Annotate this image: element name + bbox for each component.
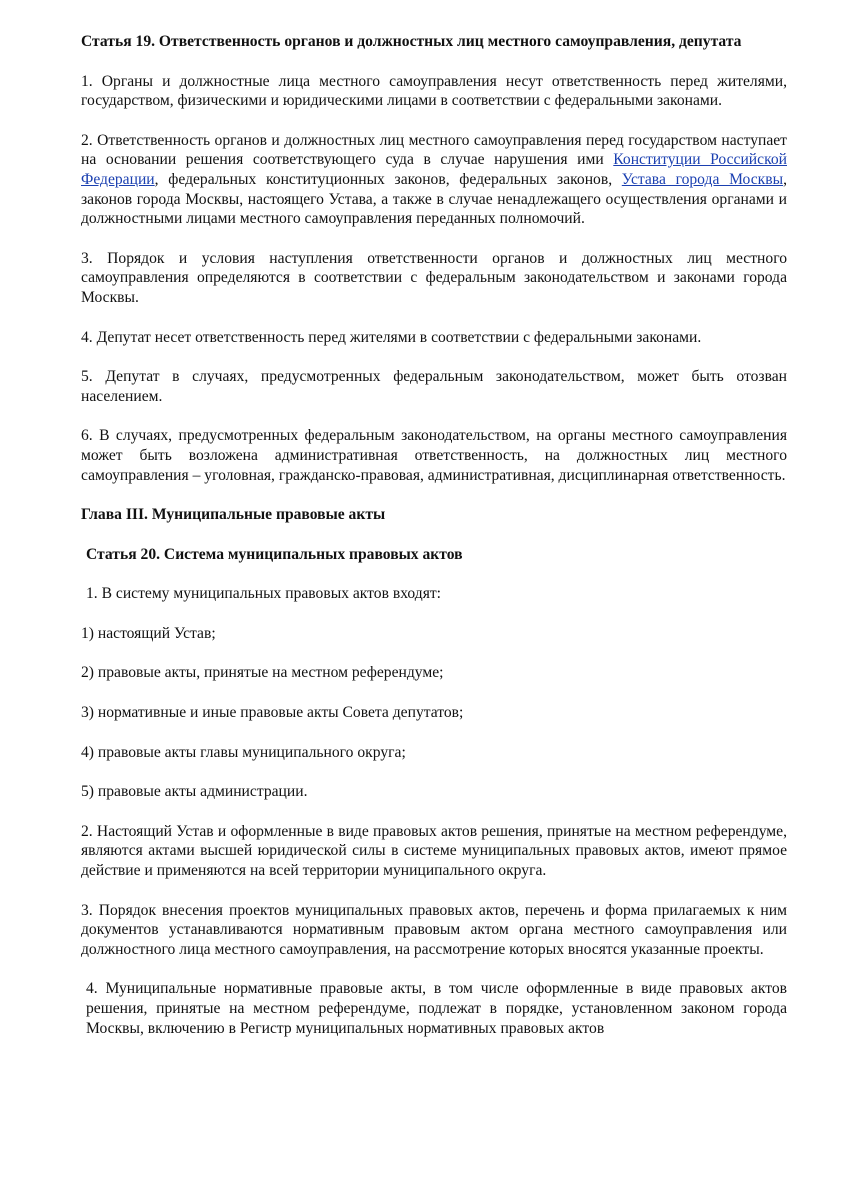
article-20-paragraph-3: 3. Порядок внесения проектов муниципальных правовых актов, перечень и форма прилагаемых к ним документов устанавливаются нормативным правовым актом органа местного самоуправления или должностного лица местного самоуправления, на рассмотрение которых вносятся указанные проекты.	[81, 901, 787, 958]
article-20-paragraph-1: 1. В систему муниципальных правовых актов входят:	[86, 585, 442, 603]
list-item: 3) нормативные и иные правовые акты Совета депутатов;	[81, 704, 464, 722]
list-item: 2) правовые акты, принятые на местном референдуме;	[81, 664, 444, 682]
article-19-paragraph-3: 3. Порядок и условия наступления ответственности органов и должностных лиц местного самоуправления определяются в соответствии с федеральным законодательством и законами города Москвы.	[81, 249, 787, 306]
list-item: 4) правовые акты главы муниципального округа;	[81, 743, 406, 761]
document-page	[81, 32, 787, 1038]
paragraph-text: , федеральных конституционных законов, федеральных законов,	[154, 170, 622, 188]
constitution-link[interactable]: Конституции Российской Федерации	[81, 151, 787, 188]
article-19-paragraph-4: 4. Депутат несет ответственность перед жителями в соответствии с федеральными законами.	[81, 328, 702, 346]
article-19-paragraph-2	[81, 131, 787, 229]
article-19-paragraph-1: 1. Органы и должностные лица местного самоуправления несут ответственность перед жителями, государством, физическими и юридическими лицами в соответствии с федеральными законами.	[81, 72, 787, 110]
article-20-paragraph-4: 4. Муниципальные нормативные правовые акты, в том числе оформленные в виде правовых актов решения, принятые на местном референдуме, подлежат в порядке, установленном законом города Москвы, включению в Регистр муниципальных нормативных правовых актов	[86, 980, 787, 1037]
article-19-title: Статья 19. Ответственность органов и должностных лиц местного самоуправления, депутата	[81, 33, 742, 50]
article-19-paragraph-6: 6. В случаях, предусмотренных федеральным законодательством, на органы местного самоуправления может быть возложена административная ответственность, на должностных лиц местного самоуправления – уголовная, гражданско-правовая, административная, дисциплинарная ответственность.	[81, 427, 787, 484]
list-item: 1) настоящий Устав;	[81, 624, 216, 642]
article-19-paragraph-5: 5. Депутат в случаях, предусмотренных федеральным законодательством, может быть отозван населением.	[81, 368, 787, 405]
article-20-paragraph-2: 2. Настоящий Устав и оформленные в виде правовых актов решения, принятые на местном референдуме, являются актами высшей юридической силы в системе муниципальных правовых актов, имеют прямое действие и применяются на всей территории муниципального округа.	[81, 822, 787, 880]
list-item: 5) правовые акты администрации.	[81, 783, 308, 801]
article-20-title: Статья 20. Система муниципальных правовых актов	[86, 545, 463, 563]
paragraph-text: 2. Ответственность органов и должностных лиц местного самоуправления перед государством наступает на основании решения соответствующего суда в случае нарушения ими	[81, 131, 787, 169]
paragraph-text: , законов города Москвы, настоящего Устава, а также в случае ненадлежащего осуществления органами и должностными лицами местного самоуправления переданных полномочий.	[81, 170, 787, 228]
chapter-3-title: Глава III. Муниципальные правовые акты	[81, 506, 386, 524]
moscow-charter-link[interactable]: Устава города Москвы	[621, 170, 784, 188]
